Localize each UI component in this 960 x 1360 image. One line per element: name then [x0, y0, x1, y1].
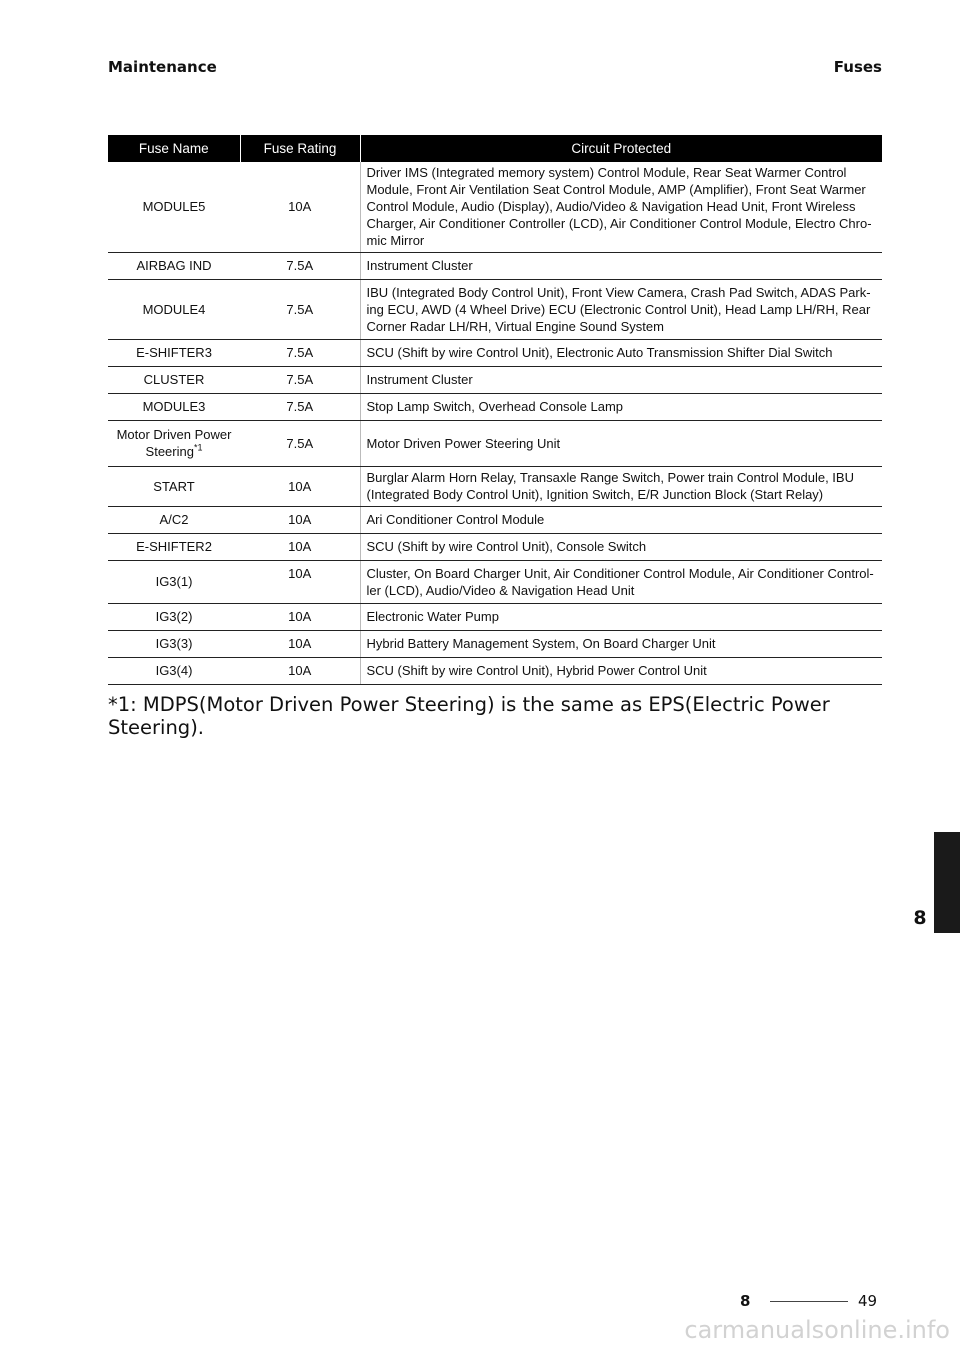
table-row	[108, 366, 882, 393]
table-row	[108, 603, 882, 630]
footer-divider	[770, 1301, 848, 1302]
fuse-rating-cell: 7.5A	[240, 420, 360, 466]
fuse-name-cell: IG3(4)	[108, 657, 240, 684]
circuit-cell: Instrument Cluster	[360, 252, 882, 279]
table-row	[108, 630, 882, 657]
fuse-name-text: Motor Driven Power Steering	[116, 427, 232, 459]
circuit-cell: SCU (Shift by wire Control Unit), Electronic Auto Transmission Shifter Dial Switch	[360, 339, 882, 366]
fuse-rating-cell: 10A	[240, 466, 360, 506]
fuse-name-cell: AIRBAG IND	[108, 252, 240, 279]
circuit-cell: IBU (Integrated Body Control Unit), Front View Camera, Crash Pad Switch, ADAS Park-ing ECU, AWD (4 Wheel Drive) ECU (Electronic Control Unit), Head Lamp LH/RH, Rear Corner Radar LH/RH, Virtual Engine Sound System	[360, 279, 882, 339]
chapter-tab-number: 8	[913, 907, 927, 929]
fuse-rating-cell: 7.5A	[240, 393, 360, 420]
fuse-rating-cell: 7.5A	[240, 366, 360, 393]
table-row	[108, 466, 882, 506]
fuse-rating-cell: 10A	[240, 603, 360, 630]
circuit-cell: Motor Driven Power Steering Unit	[360, 420, 882, 466]
circuit-cell: Driver IMS (Integrated memory system) Control Module, Rear Seat Warmer Control Module, Front Air Ventilation Seat Control Module, AMP (Amplifier), Front Seat Warmer Control Module, Audio (Display), Audio/Video & Navigation Head Unit, Front Wireless Charger, Air Conditioner Controller (LCD), Air Conditioner Control Module, Electro Chro-mic Mirror	[360, 162, 882, 252]
circuit-cell: Hybrid Battery Management System, On Board Charger Unit	[360, 630, 882, 657]
table-row	[108, 420, 882, 466]
fuse-rating-cell: 10A	[240, 630, 360, 657]
fuse-rating-cell: 10A	[240, 533, 360, 560]
footer-page-number: 49	[858, 1292, 878, 1310]
fuse-table	[108, 135, 882, 685]
column-header-fuse-name: Fuse Name	[108, 135, 240, 162]
table-row	[108, 506, 882, 533]
fuse-name-cell: START	[108, 466, 240, 506]
fuse-name-cell: CLUSTER	[108, 366, 240, 393]
fuse-name-cell: E-SHIFTER2	[108, 533, 240, 560]
circuit-cell: SCU (Shift by wire Control Unit), Console Switch	[360, 533, 882, 560]
circuit-cell: Cluster, On Board Charger Unit, Air Conditioner Control Module, Air Conditioner Control-ler (LCD), Audio/Video & Navigation Head Unit	[360, 560, 882, 603]
fuse-name-cell: E-SHIFTER3	[108, 339, 240, 366]
circuit-cell: Burglar Alarm Horn Relay, Transaxle Range Switch, Power train Control Module, IBU (Integrated Body Control Unit), Ignition Switch, E/R Junction Block (Start Relay)	[360, 466, 882, 506]
table-row	[108, 162, 882, 252]
fuse-name-cell: IG3(3)	[108, 630, 240, 657]
fuse-name-cell: MODULE4	[108, 279, 240, 339]
fuse-name-cell	[108, 420, 240, 466]
fuse-rating-cell: 10A	[240, 657, 360, 684]
fuse-name-cell: IG3(2)	[108, 603, 240, 630]
table-row	[108, 252, 882, 279]
circuit-cell: Electronic Water Pump	[360, 603, 882, 630]
header-section-title: Maintenance	[108, 58, 217, 76]
header-chapter-title: Fuses	[833, 58, 882, 76]
fuse-rating-cell: 7.5A	[240, 339, 360, 366]
fuse-rating-cell: 10A	[240, 560, 360, 603]
fuse-rating-cell: 7.5A	[240, 252, 360, 279]
column-header-circuit-protected: Circuit Protected	[360, 135, 882, 162]
table-header-row	[108, 135, 882, 162]
table-row	[108, 279, 882, 339]
table-row	[108, 657, 882, 684]
chapter-side-tab	[934, 832, 960, 933]
fuse-name-cell: A/C2	[108, 506, 240, 533]
table-row	[108, 339, 882, 366]
footer-section-number: 8	[740, 1292, 751, 1310]
site-watermark: carmanualsonline.info	[684, 1316, 950, 1344]
fuse-rating-cell: 7.5A	[240, 279, 360, 339]
fuse-rating-cell: 10A	[240, 162, 360, 252]
circuit-cell: Stop Lamp Switch, Overhead Console Lamp	[360, 393, 882, 420]
fuse-name-cell: MODULE3	[108, 393, 240, 420]
circuit-cell: SCU (Shift by wire Control Unit), Hybrid Power Control Unit	[360, 657, 882, 684]
fuse-name-cell: IG3(1)	[108, 560, 240, 603]
fuse-rating-cell: 10A	[240, 506, 360, 533]
table-row	[108, 533, 882, 560]
fuse-name-cell: MODULE5	[108, 162, 240, 252]
table-footnote: *1: MDPS(Motor Driven Power Steering) is the same as EPS(Electric Power Steering).	[108, 693, 830, 739]
circuit-cell: Instrument Cluster	[360, 366, 882, 393]
circuit-cell: Ari Conditioner Control Module	[360, 506, 882, 533]
table-row	[108, 393, 882, 420]
table-row	[108, 560, 882, 603]
column-header-fuse-rating: Fuse Rating	[240, 135, 360, 162]
footnote-marker: *1	[193, 442, 203, 453]
